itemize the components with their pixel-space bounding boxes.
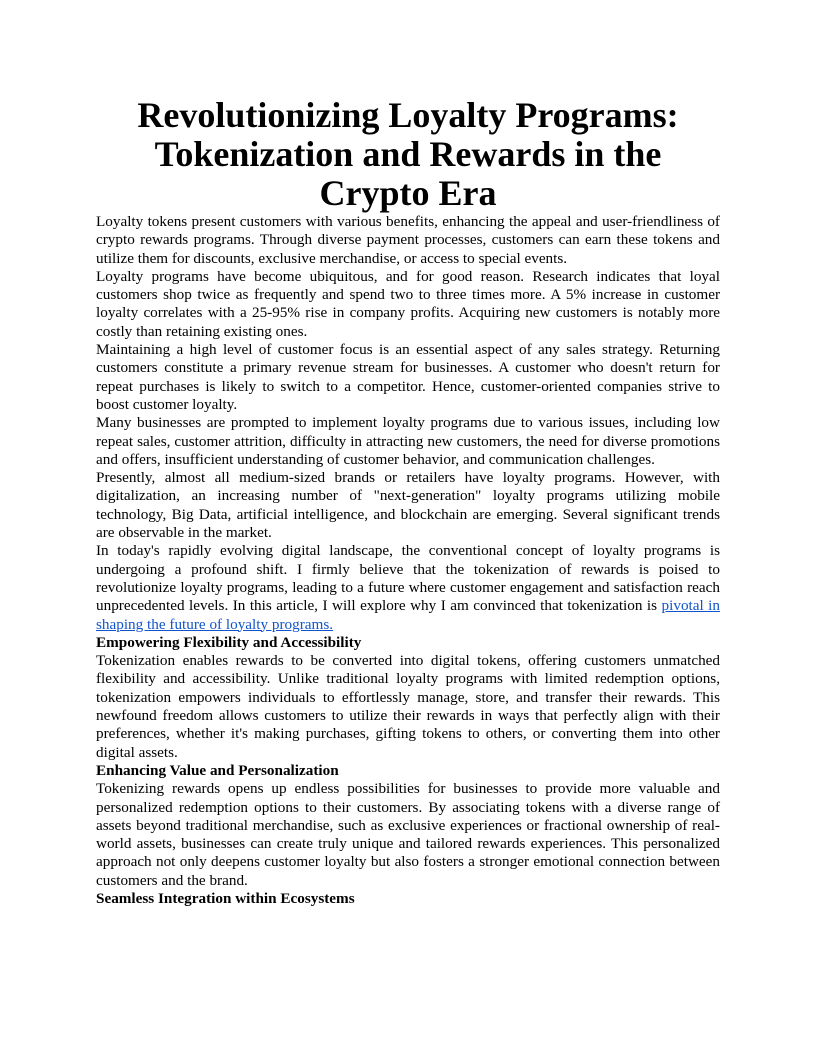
- section-heading-integration: Seamless Integration within Ecosystems: [96, 889, 355, 907]
- paragraph-introduction: [96, 542, 720, 633]
- paragraph-loyalty-programs: Loyalty programs have become ubiquitous, and for good reason. Research indicates that loyal customers shop twice as frequently and spend two to three times more. A 5% increase in customer loyalty correlates with a 25-95% rise in company profits. Acquiring new customers is notably more costly than retaining existing ones.: [96, 267, 720, 340]
- introduction-text: In today's rapidly evolving digital landscape, the conventional concept of loyalty programs is undergoing a profound shift. I firmly believe that the tokenization of rewards is poised to revolutionize loyalty programs, leading to a future where customer engagement and satisfaction reach unprecedented levels. In this article, I will explore why I am convinced that tokenization is: [96, 542, 720, 615]
- section-body-personalization: Tokenizing rewards opens up endless possibilities for businesses to provide more valuable and personalized redemption options to their customers. By associating tokens with a diverse range of assets beyond traditional merchandise, such as exclusive experiences or fractional ownership of real-world assets, businesses can create truly unique and tailored rewards experiences. This personalized approach not only deepens customer loyalty but also fosters a stronger emotional connection between customers and the brand.: [96, 780, 720, 889]
- paragraph-business-issues: Many businesses are prompted to implement loyalty programs due to various issues, including low repeat sales, customer attrition, difficulty in attracting new customers, the need for diverse promotions and offers, insufficient understanding of customer behavior, and communication challenges.: [96, 414, 720, 468]
- document-page: [96, 96, 720, 908]
- section-body-flexibility: Tokenization enables rewards to be converted into digital tokens, offering customers unmatched flexibility and accessibility. Unlike traditional loyalty programs with limited redemption options, tokenization empowers individuals to effortlessly manage, store, and transfer their rewards. This newfound freedom allows customers to utilize their rewards in ways that perfectly align with their preferences, whether it's making purchases, gifting tokens to others, or converting them into other digital assets.: [96, 652, 720, 761]
- section-heading-flexibility: Empowering Flexibility and Accessibility: [96, 633, 362, 651]
- future-of-loyalty-link[interactable]: pivotal in shaping the future of loyalty programs.: [96, 597, 720, 633]
- paragraph-market-trends: Presently, almost all medium-sized brands or retailers have loyalty programs. However, with digitalization, an increasing number of "next-generation" loyalty programs utilizing mobile technology, Big Data, artificial intelligence, and blockchain are emerging. Several significant trends are observable in the market.: [96, 469, 720, 542]
- paragraph-customer-focus: Maintaining a high level of customer focus is an essential aspect of any sales strategy. Returning customers constitute a primary revenue stream for businesses. A customer who doesn't return for repeat purchases is likely to switch to a competitor. Hence, customer-oriented companies strive to boost customer loyalty.: [96, 341, 720, 413]
- paragraph-loyalty-tokens: Loyalty tokens present customers with various benefits, enhancing the appeal and user-friendliness of crypto rewards programs. Through diverse payment processes, customers can earn these tokens and utilize them for discounts, exclusive merchandise, or access to special events.: [96, 213, 720, 267]
- section-heading-personalization: Enhancing Value and Personalization: [96, 761, 339, 779]
- document-title: Revolutionizing Loyalty Programs: Tokenization and Rewards in the Crypto Era: [137, 95, 679, 213]
